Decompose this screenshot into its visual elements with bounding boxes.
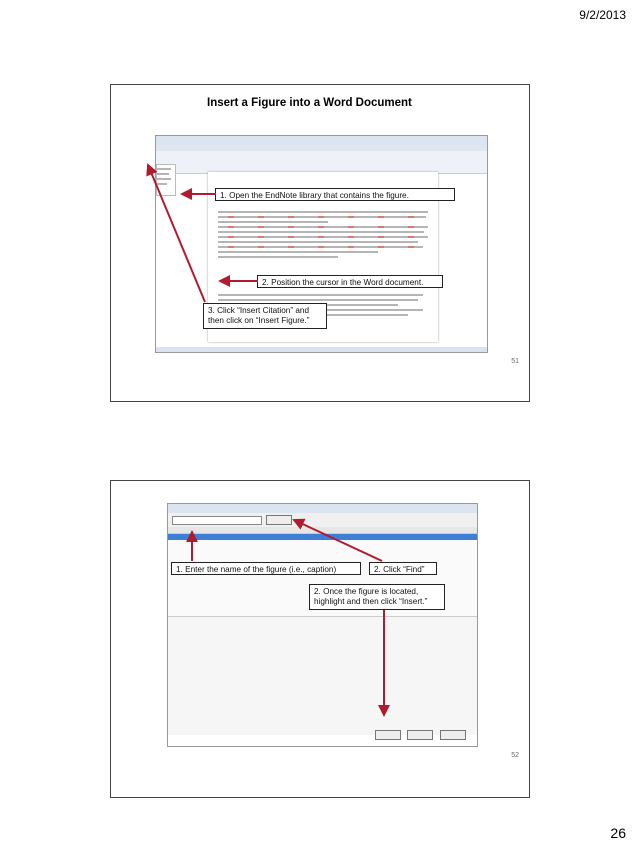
page-number: 26 <box>610 825 626 841</box>
find-button[interactable] <box>266 515 292 525</box>
ribbon-body <box>156 151 487 174</box>
callout-highlight-insert: 2. Once the figure is located, highlight and then click “Insert.” <box>309 584 445 610</box>
slide-52 <box>110 480 530 798</box>
search-row <box>168 513 477 527</box>
status-bar <box>156 347 487 352</box>
insert-button[interactable] <box>375 730 401 740</box>
slide-51 <box>110 84 530 402</box>
slide-number: 51 <box>511 358 519 365</box>
preview-pane <box>168 617 477 735</box>
window-title-bar <box>168 504 477 513</box>
slide-title: Insert a Figure into a Word Document <box>207 97 412 109</box>
search-input[interactable] <box>172 516 262 525</box>
callout-open-library: 1. Open the EndNote library that contains the figure. <box>215 188 455 201</box>
callout-insert-citation: 3. Click “Insert Citation” and then click on “Insert Figure.” <box>203 303 327 329</box>
results-header <box>168 527 477 534</box>
find-figures-window <box>167 503 478 747</box>
cancel-button[interactable] <box>407 730 433 740</box>
callout-enter-name: 1. Enter the name of the figure (i.e., caption) <box>171 562 361 575</box>
callout-click-find: 2. Click “Find” <box>369 562 437 575</box>
help-button[interactable] <box>440 730 466 740</box>
slide-number: 52 <box>511 752 519 759</box>
insert-citation-menu[interactable] <box>156 164 176 196</box>
word-title-bar <box>156 136 487 145</box>
page-date: 9/2/2013 <box>579 8 626 22</box>
callout-position-cursor: 2. Position the cursor in the Word document. <box>257 275 443 288</box>
